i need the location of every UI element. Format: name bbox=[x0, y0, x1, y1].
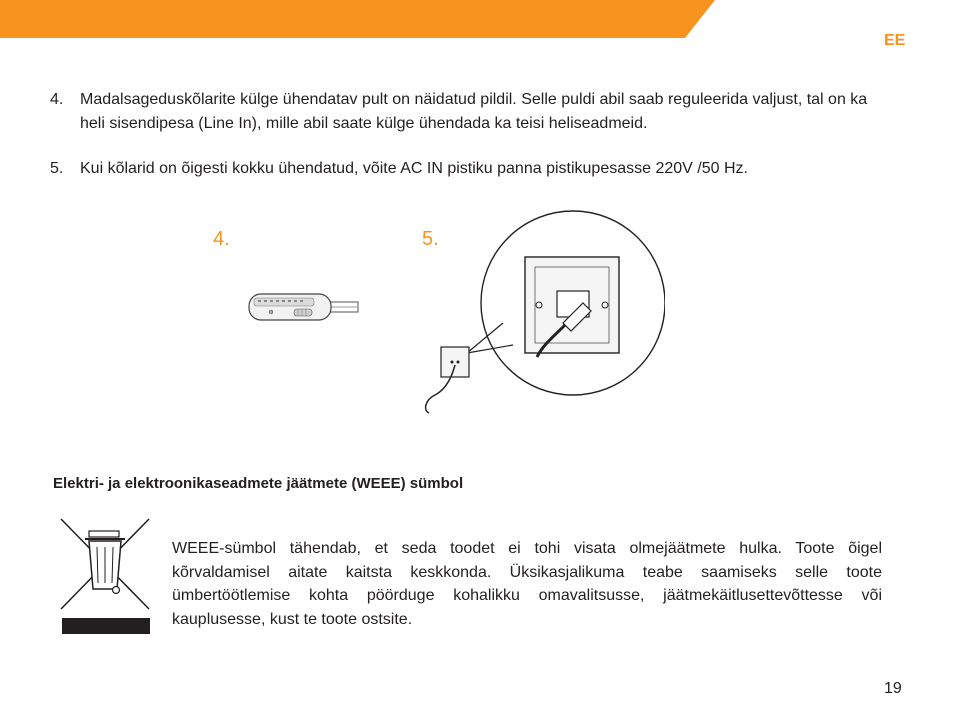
header-banner bbox=[0, 0, 720, 38]
weee-heading: Elektri- ja elektroonikaseadmete jäätmete (WEEE) sümbol bbox=[53, 475, 464, 492]
weee-bin-icon bbox=[59, 517, 151, 635]
figure-4-label: 4. bbox=[213, 228, 230, 250]
instruction-number: 5. bbox=[50, 160, 64, 177]
instruction-item-4 bbox=[50, 88, 890, 136]
instruction-list bbox=[50, 88, 890, 202]
instruction-text: Kui kõlarid on õigesti kokku ühendatud, võite AC IN pistiku panna pistikupesasse 220V /50 Hz. bbox=[80, 160, 748, 177]
weee-description: WEEE-sümbol tähendab, et seda toodet ei tohi visata olmejäätmete hulka. Toote õigel kõrvaldamisel aitate kaitsta keskkonda. Üksikasjalikuma teabe saamiseks selle toote ümbertöötlemise kohta pöörduge kohalikku omavalitsusse, jäätmekäitlusettevõttesse või kauplusesse, kust te toote ostsite. bbox=[172, 540, 882, 628]
wall-socket-illustration bbox=[415, 205, 665, 420]
instruction-number: 4. bbox=[50, 91, 64, 108]
figure-5-label: 5. bbox=[422, 228, 439, 250]
instruction-item-5 bbox=[50, 157, 890, 181]
page-number: 19 bbox=[884, 680, 902, 697]
remote-control-illustration bbox=[246, 290, 361, 324]
instruction-text: Madalsageduskõlarite külge ühendatav pult on näidatud pildil. Selle puldi abil saab reguleerida valjust, tal on ka heli sisendipesa (Line In), mille abil saate külge ühendada ka teisi heliseadmeid. bbox=[80, 91, 868, 132]
language-code: EE bbox=[884, 32, 906, 49]
